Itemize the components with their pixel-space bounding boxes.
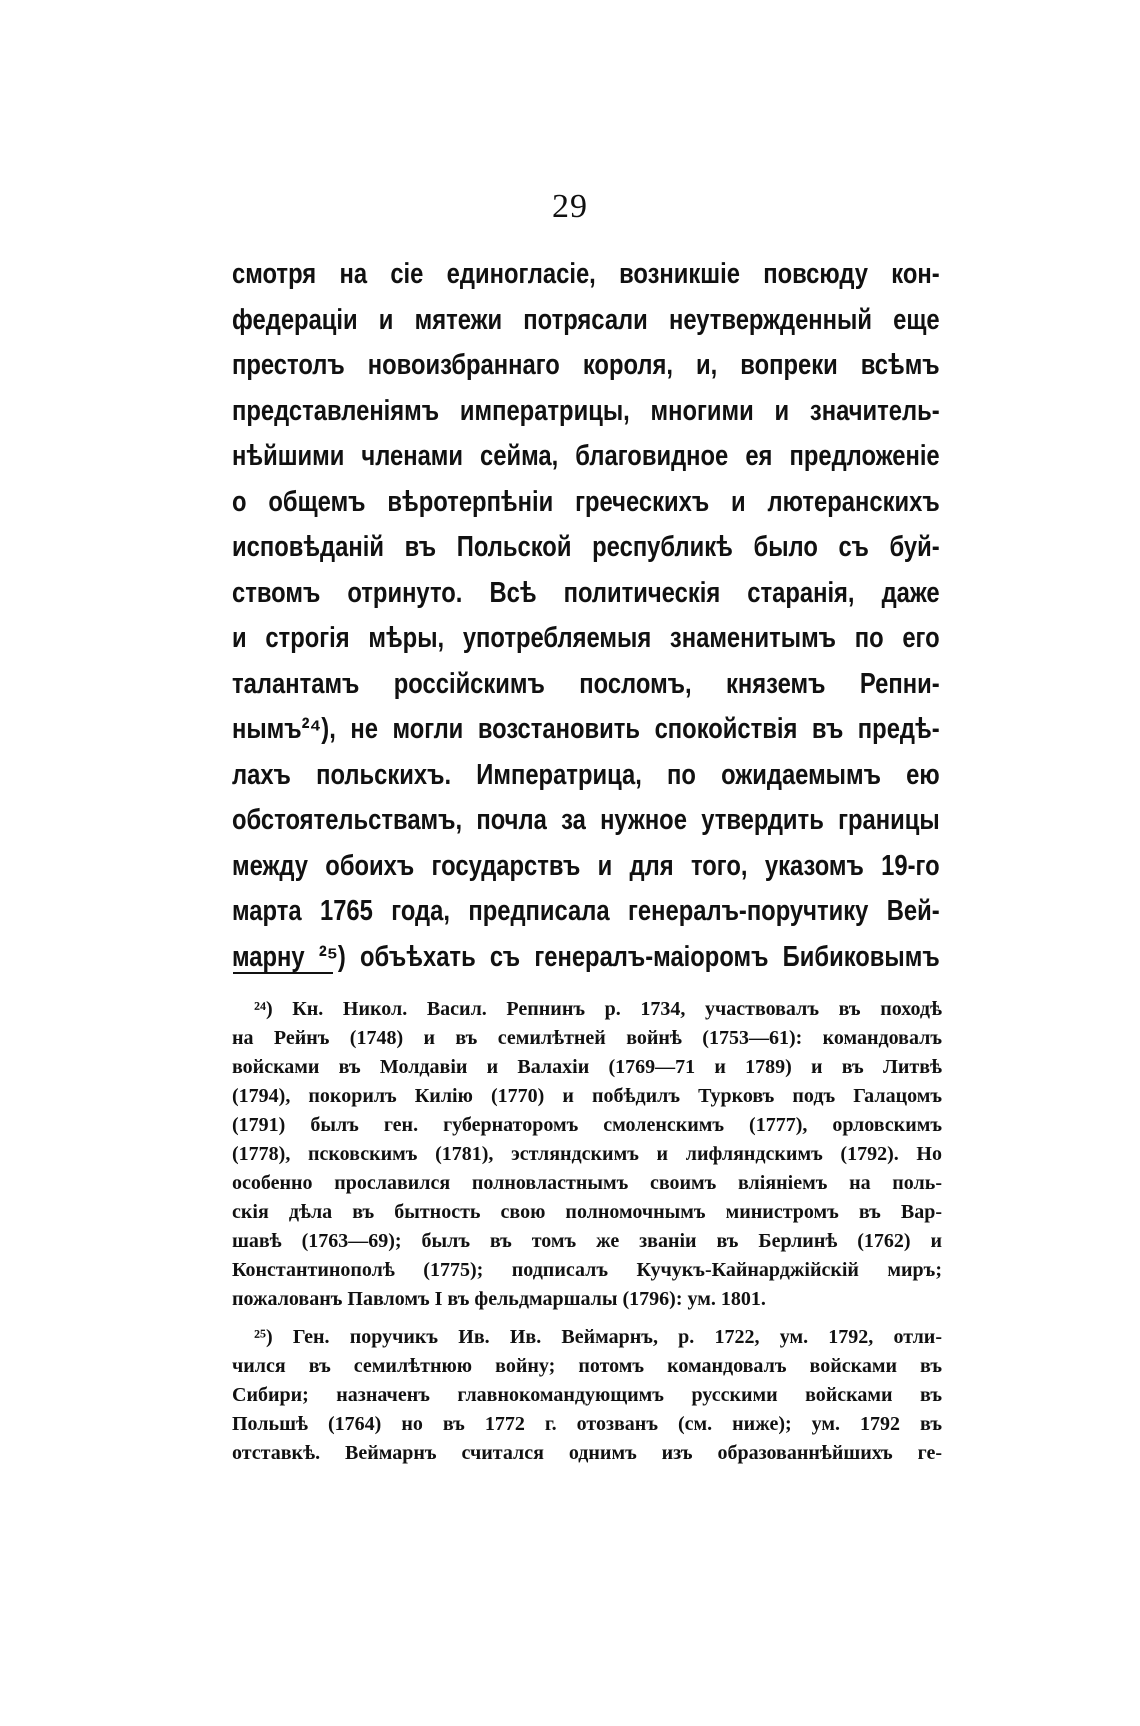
footnotes: [232, 995, 942, 1468]
footnote-divider: [233, 972, 333, 974]
footnote-line: войсками въ Молдавіи и Валахіи (1769—71 и 1789) и въ Литвѣ: [232, 1056, 942, 1078]
text-line: обстоятельствамъ, почла за нужное утвердить границы: [232, 804, 940, 836]
footnote-line: чился въ семилѣтнюю войну; потомъ командовалъ войсками въ: [232, 1355, 942, 1377]
text-line: о общемъ вѣротерпѣніи греческихъ и лютеранскихъ: [232, 485, 940, 518]
text-line: ствомъ отринуто. Всѣ политическія старанія, даже: [232, 576, 940, 609]
footnote-line: на Рейнъ (1748) и въ семилѣтней войнѣ (1753—61): командовалъ: [232, 1027, 942, 1049]
text-line: лахъ польскихъ. Императрица, по ожидаемымъ ею: [232, 758, 940, 791]
text-line: между обоихъ государствъ и для того, указомъ 19-го: [232, 849, 940, 882]
text-line: марта 1765 года, предписала генералъ-поручтику Вей-: [232, 895, 940, 927]
footnote-line: пожалованъ Павломъ I въ фельдмаршалы (1796): ум. 1801.: [232, 1288, 766, 1310]
footnote-line: (1794), покорилъ Килію (1770) и побѣдилъ Турковъ подъ Галацомъ: [232, 1085, 942, 1107]
footnote-line: скія дѣла въ бытность свою полномочнымъ министромъ въ Вар-: [232, 1201, 942, 1223]
footnote-line: особенно прославился полновластнымъ своимъ вліяніемъ на поль-: [232, 1172, 942, 1194]
text-line: престолъ новоизбраннаго короля, и, вопреки всѣмъ: [232, 349, 940, 381]
footnote-line: Польшѣ (1764) но въ 1772 г. отозванъ (см. ниже); ум. 1792 въ: [232, 1413, 942, 1435]
text-line: талантамъ россійскимъ посломъ, княземъ Репни-: [232, 667, 940, 700]
footnote-line: (1791) былъ ген. губернаторомъ смоленскимъ (1777), орловскимъ: [232, 1114, 942, 1136]
text-line: смотря на сіе единогласіе, возникшіе повсюду кон-: [232, 258, 940, 290]
footnote-line: (1778), псковскимъ (1781), эстляндскимъ и лифляндскимъ (1792). Но: [232, 1143, 942, 1165]
footnote-line: отставкѣ. Веймарнъ считался однимъ изъ образованнѣйшихъ ге-: [232, 1442, 942, 1464]
text-line: представленіямъ императрицы, многими и значитель-: [232, 394, 940, 427]
footnote-line: Сибири; назначенъ главнокомандующимъ русскими войсками въ: [232, 1384, 942, 1406]
footnote-line: шавѣ (1763—69); былъ въ томъ же званіи въ Берлинѣ (1762) и: [232, 1230, 942, 1252]
text-line: нымъ²⁴), не могли возстановить спокойствія въ предѣ-: [232, 713, 940, 745]
footnote-line: Константинополѣ (1775); подписалъ Кучукъ-Кайнарджійскій миръ;: [232, 1259, 942, 1281]
page-number: 29: [552, 188, 588, 225]
footnote-line: ²⁴) Кн. Никол. Васил. Репнинъ р. 1734, участвовалъ въ походѣ: [254, 998, 942, 1020]
text-line: федераціи и мятежи потрясали неутвержденный еще: [232, 303, 940, 336]
footnote-25: [232, 1323, 942, 1468]
main-text: [232, 252, 940, 980]
text-line: марну ²⁵) объѣхать съ генералъ-маіоромъ Бибиковымъ: [232, 940, 940, 973]
text-line: нѣйшими членами сейма, благовидное ея предложеніе: [232, 440, 940, 472]
footnote-line: ²⁵) Ген. поручикъ Ив. Ив. Веймарнъ, р. 1722, ум. 1792, отли-: [254, 1326, 942, 1348]
footnote-24: [232, 995, 942, 1314]
text-line: исповѣданій въ Польской республикѣ было съ буй-: [232, 531, 940, 563]
text-line: и строгія мѣры, употребляемыя знаменитымъ по его: [232, 622, 940, 654]
